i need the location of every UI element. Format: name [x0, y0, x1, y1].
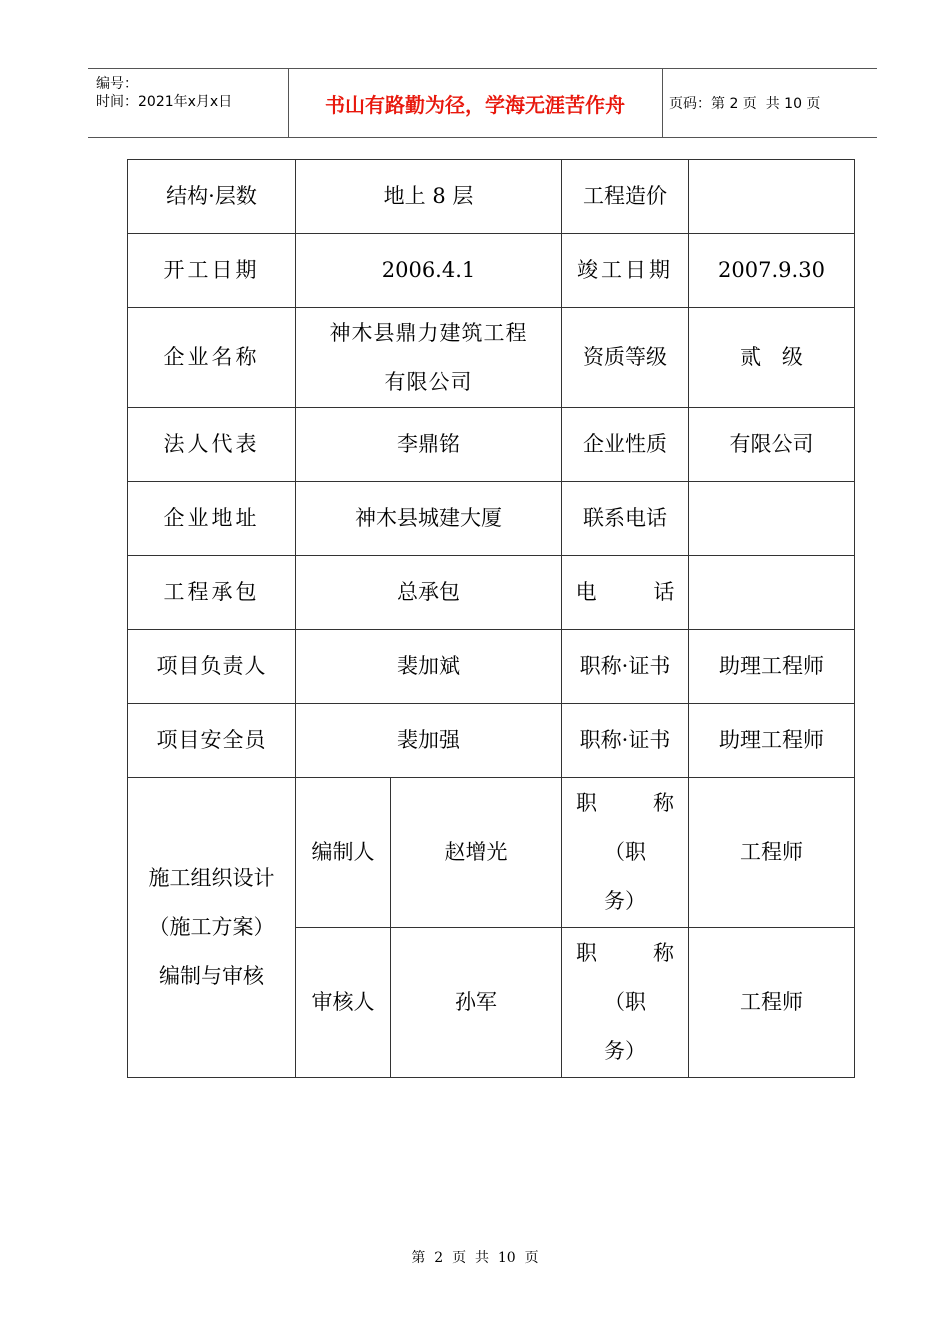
table-row: [128, 630, 855, 704]
table-row: [128, 308, 855, 408]
start-date-value: 2006.4.1: [296, 234, 562, 308]
time-label: 时间：2021年x月x日: [96, 94, 233, 110]
editor-title-char2: 称: [653, 791, 674, 815]
reviewer-title-line1: [566, 929, 684, 978]
table-row: [128, 408, 855, 482]
reviewer-title-line2: （职: [604, 990, 646, 1014]
address-value: 神木县城建大厦: [296, 482, 562, 556]
header-motto: 书山有路勤为径，学海无涯苦作舟: [325, 92, 625, 117]
editor-title-line3: 务）: [604, 889, 646, 913]
header-page-info: 页码：第 2 页 共 10 页: [669, 96, 821, 112]
header-divider-right: [662, 69, 663, 137]
editor-label: 编制人: [296, 778, 391, 928]
design-label: [128, 778, 296, 1078]
company-nature-value: 有限公司: [689, 408, 855, 482]
structure-label: 结构·层数: [128, 160, 296, 234]
editor-title-line2: （职: [604, 840, 646, 864]
qualification-value: 贰 级: [689, 308, 855, 408]
editor-title-char1: 职: [576, 791, 597, 815]
pm-title-label: 职称·证书: [562, 630, 689, 704]
cost-label: 工程造价: [562, 160, 689, 234]
start-date-label: 开工日期: [128, 234, 296, 308]
reviewer-value: 孙军: [391, 928, 562, 1078]
number-label: 编号：: [96, 76, 138, 92]
address-label: 企业地址: [128, 482, 296, 556]
company-value-line1: 神木县鼎力建筑工程: [329, 320, 528, 345]
finish-date-label: 竣工日期: [562, 234, 689, 308]
pm-title-value: 助理工程师: [689, 630, 855, 704]
company-nature-label: 企业性质: [562, 408, 689, 482]
reviewer-title-char1: 职: [576, 941, 597, 965]
reviewer-label: 审核人: [296, 928, 391, 1078]
contract-label: 工程承包: [128, 556, 296, 630]
legal-rep-value: 李鼎铭: [296, 408, 562, 482]
reviewer-title-char2: 称: [653, 941, 674, 965]
contact-phone-label: 联系电话: [562, 482, 689, 556]
structure-value: 地上 8 层: [296, 160, 562, 234]
editor-value: 赵增光: [391, 778, 562, 928]
table-row: [128, 482, 855, 556]
phone-label: 电 话: [562, 556, 689, 630]
legal-rep-label: 法人代表: [128, 408, 296, 482]
table-row: [128, 556, 855, 630]
header-meta: [96, 75, 232, 111]
finish-date-value: 2007.9.30: [689, 234, 855, 308]
phone-value: [689, 556, 855, 630]
design-label-line1: 施工组织设计: [148, 866, 275, 890]
table-row: [128, 778, 855, 928]
pm-label: 项目负责人: [128, 630, 296, 704]
table-row: [128, 704, 855, 778]
cost-value: [689, 160, 855, 234]
safety-title-value: 助理工程师: [689, 704, 855, 778]
company-value: [296, 308, 562, 408]
page-footer: 第 2 页 共 10 页: [411, 1250, 539, 1266]
safety-officer-label: 项目安全员: [128, 704, 296, 778]
design-label-line2: （施工方案）: [148, 915, 275, 939]
design-label-line3: 编制与审核: [159, 964, 264, 988]
contact-phone-value: [689, 482, 855, 556]
reviewer-title-label: [562, 928, 689, 1078]
reviewer-title-value: 工程师: [689, 928, 855, 1078]
reviewer-title-line3: 务）: [604, 1039, 646, 1063]
safety-title-label: 职称·证书: [562, 704, 689, 778]
editor-title-line1: [566, 779, 684, 828]
editor-title-label: [562, 778, 689, 928]
safety-officer-value: 裴加强: [296, 704, 562, 778]
editor-title-value: 工程师: [689, 778, 855, 928]
project-info-table: [127, 159, 855, 1078]
company-label: 企业名称: [128, 308, 296, 408]
qualification-label: 资质等级: [562, 308, 689, 408]
contract-value: 总承包: [296, 556, 562, 630]
table-row: [128, 160, 855, 234]
table-row: [128, 234, 855, 308]
pm-value: 裴加斌: [296, 630, 562, 704]
company-value-line2: 有限公司: [384, 369, 473, 394]
page-header: [88, 68, 877, 138]
